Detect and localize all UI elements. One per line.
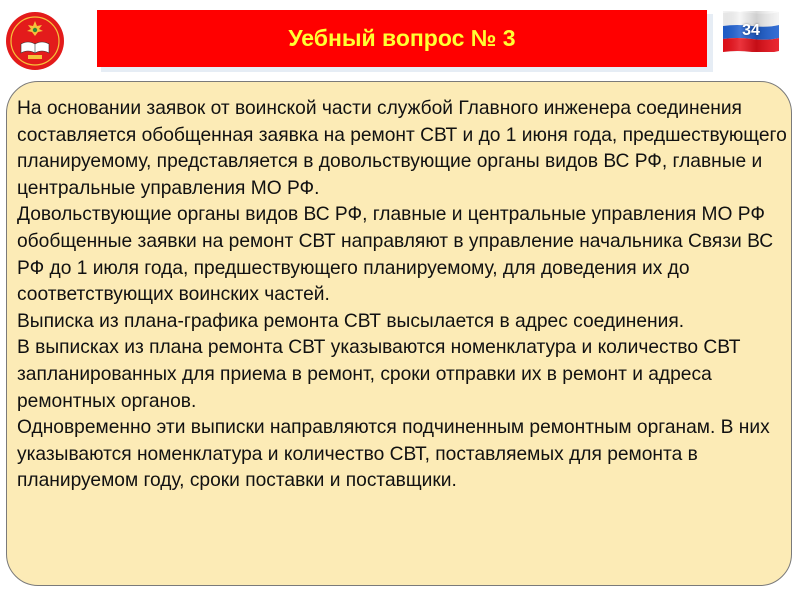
paragraph: Довольствующие органы видов ВС РФ, главные и центральные управления МО РФ обобщенные заявки на ремонт СВТ направляют в управление начальника Связи ВС РФ до 1 июля года, предшествующего планируемому, для доведения их до соответствующих воинских частей.	[17, 204, 774, 306]
content-text	[17, 96, 787, 495]
paragraph: На основании заявок от воинской части службой Главного инженера соединения составляется обобщенная заявка на ремонт СВТ и до 1 июня года, предшествующего планируемому, представляется в довольствующие органы видов ВС РФ, главные и центральные управления МО РФ.	[17, 98, 787, 199]
paragraph: В выписках из плана ремонта СВТ указываются номенклатура и количество СВТ запланированных для приема в ремонт, сроки отправки их в ремонт и адреса ремонтных органов.	[17, 337, 741, 412]
slide-number: 34	[742, 22, 760, 39]
military-department-emblem-icon	[5, 11, 65, 71]
title-bar	[97, 10, 707, 67]
page-title: Уебный вопрос № 3	[288, 25, 516, 51]
paragraph: Выписка из плана-графика ремонта СВТ высылается в адрес соединения.	[17, 310, 685, 332]
paragraph: Одновременно эти выписки направляются подчиненным ремонтным органам. В них указываются номенклатура и количество СВТ, поставляемых для ремонта в планируемом году, сроки поставки и поставщики.	[17, 417, 770, 492]
